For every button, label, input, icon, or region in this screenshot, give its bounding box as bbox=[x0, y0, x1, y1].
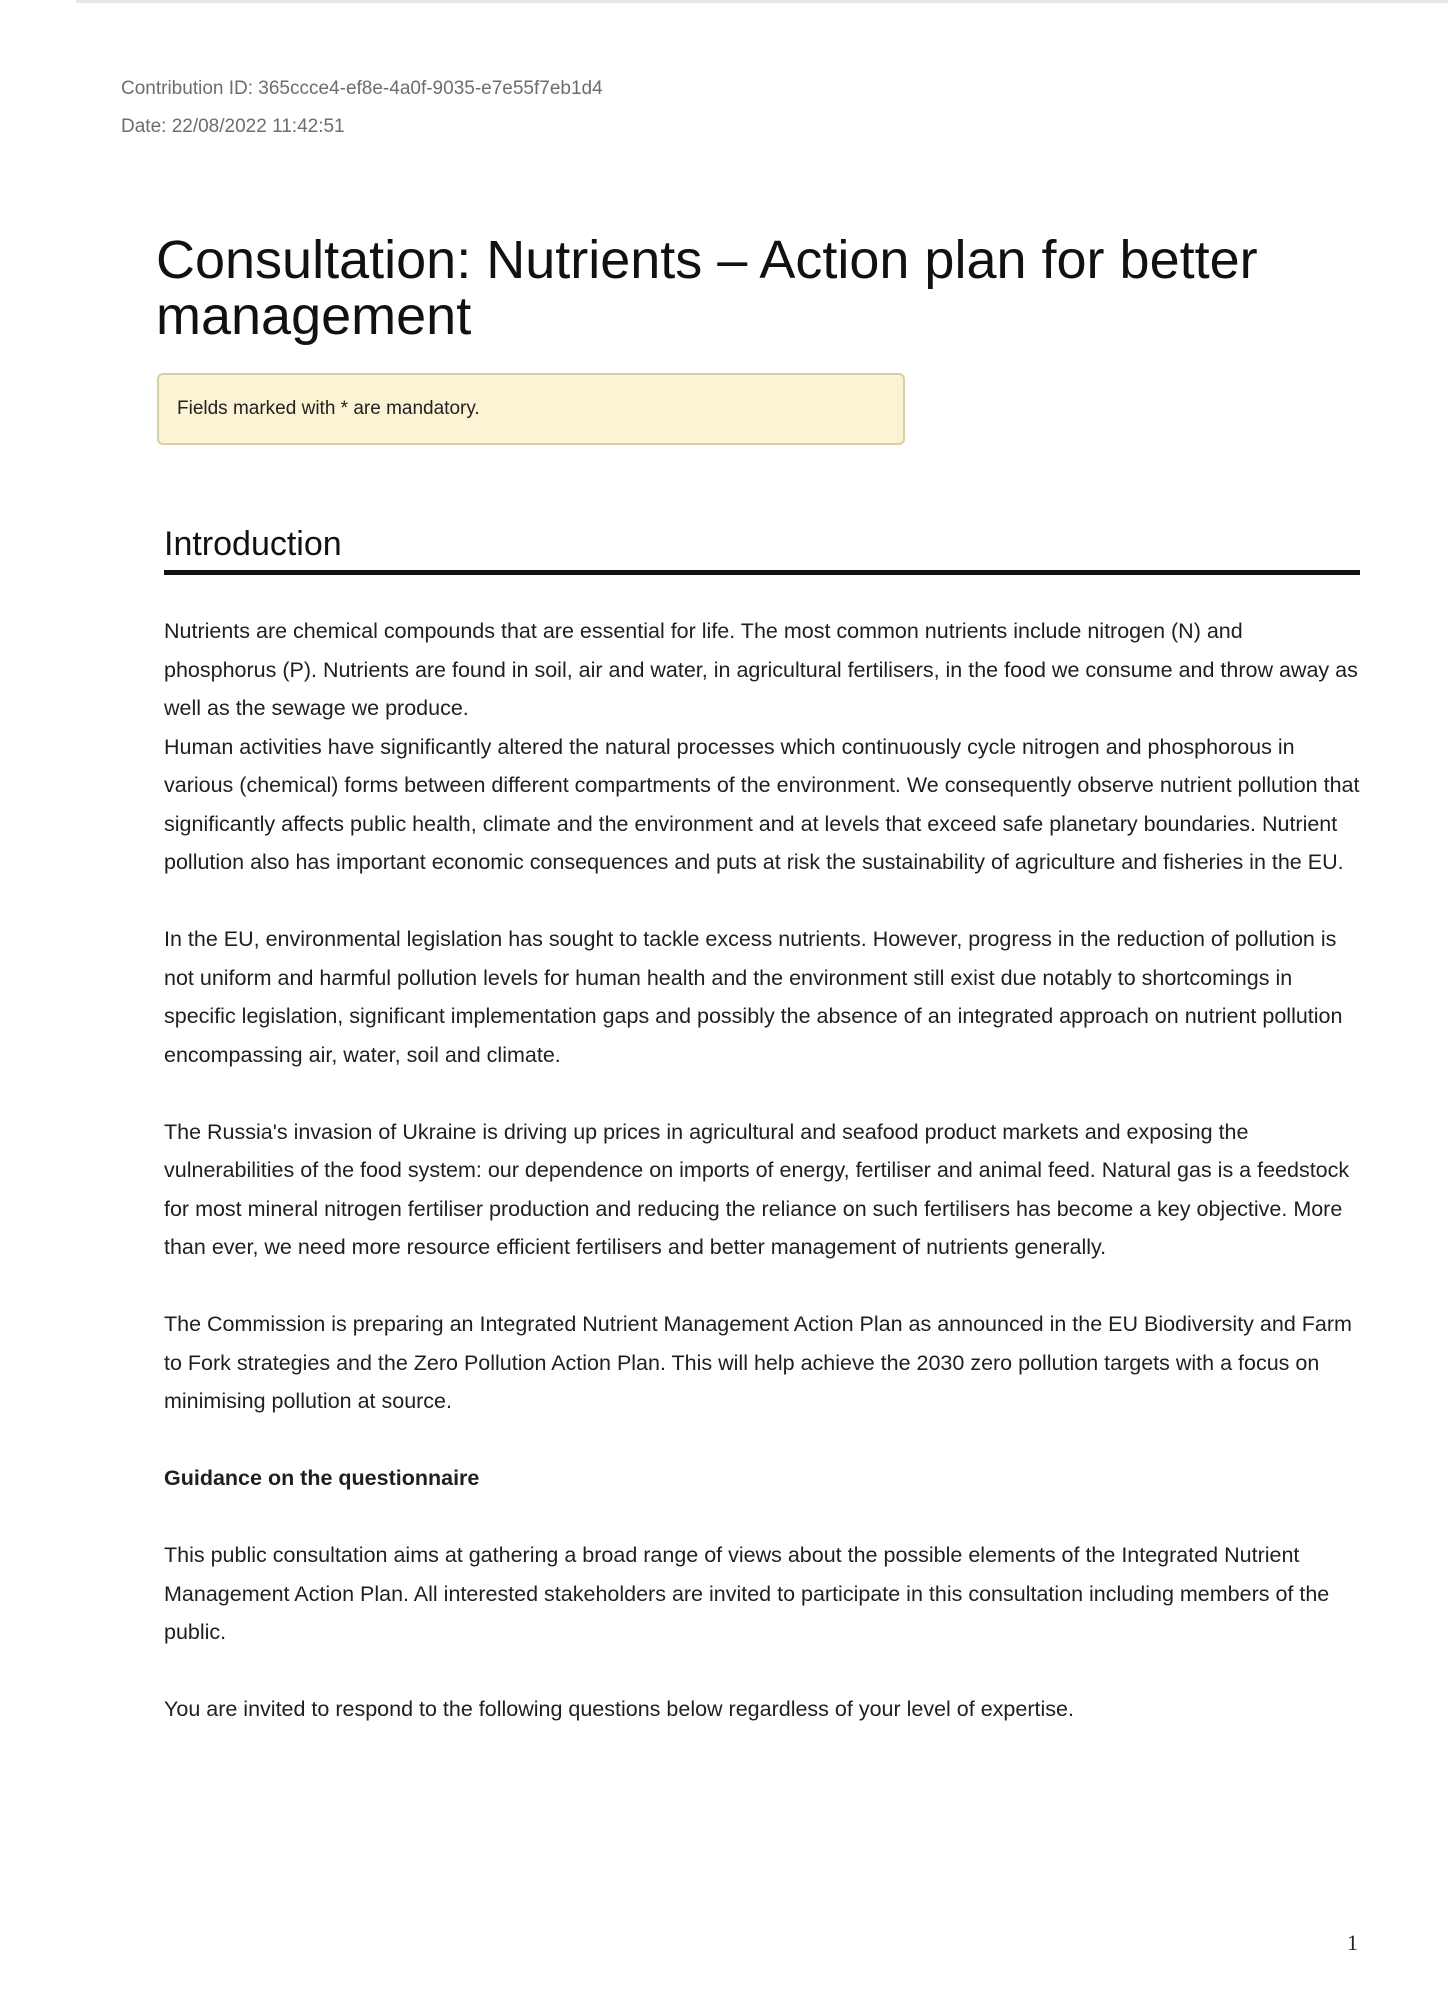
intro-paragraph-3: In the EU, environmental legislation has sought to tackle excess nutrients. However, progress in the reduction of pollution is not uniform and harmful pollution levels for human health and the environment still exist due notably to shortcomings in specific legislation, significant implementation gaps and possibly the absence of an integrated approach on nutrient pollution encompassing air, water, soil and climate. bbox=[164, 927, 1343, 1067]
paragraph-gap bbox=[164, 1652, 1360, 1691]
paragraph-gap bbox=[164, 882, 1360, 921]
mandatory-notice: Fields marked with * are mandatory. bbox=[157, 373, 905, 445]
intro-paragraph-5: The Commission is preparing an Integrated Nutrient Management Action Plan as announced in the EU Biodiversity and Farm to Fork strategies and the Zero Pollution Action Plan. This will help achieve the 2030 zero pollution targets with a focus on minimising pollution at source. bbox=[164, 1312, 1352, 1413]
paragraph-gap bbox=[164, 1421, 1360, 1460]
intro-paragraph-4: The Russia's invasion of Ukraine is driving up prices in agricultural and seafood product markets and exposing the vulnerabilities of the food system: our dependence on imports of energy, fertiliser and animal feed. Natural gas is a feedstock for most mineral nitrogen fertiliser production and reducing the reliance on such fertilisers has become a key objective. More than ever, we need more resource efficient fertilisers and better management of nutrients generally. bbox=[164, 1119, 1350, 1259]
guidance-paragraph-1: This public consultation aims at gathering a broad range of views about the possible elements of the Integrated Nutrient Management Action Plan. All interested stakeholders are invited to participate in this consultation including members of the public. bbox=[164, 1543, 1330, 1644]
contribution-date: Date: 22/08/2022 11:42:51 bbox=[121, 116, 345, 137]
contribution-id: Contribution ID: 365ccce4-ef8e-4a0f-9035-e7e55f7eb1d4 bbox=[121, 78, 603, 99]
page-number: 1 bbox=[1347, 1930, 1358, 1955]
paragraph-gap bbox=[164, 1074, 1360, 1113]
section-heading-introduction: Introduction bbox=[164, 525, 342, 563]
paragraph-gap bbox=[164, 1267, 1360, 1306]
guidance-paragraph-2: You are invited to respond to the following questions below regardless of your level of expertise. bbox=[164, 1697, 1074, 1721]
page-title: Consultation: Nutrients – Action plan for better management bbox=[156, 230, 1258, 346]
intro-paragraph-2: Human activities have significantly altered the natural processes which continuously cycle nitrogen and phosphorous in various (chemical) forms between different compartments of the environment. We consequently observe nutrient pollution that significantly affects public health, climate and the environment and at levels that exceed safe planetary boundaries. Nutrient pollution also has important economic consequences and puts at risk the sustainability of agriculture and fisheries in the EU. bbox=[164, 734, 1360, 874]
page-top-edge bbox=[76, 0, 1448, 3]
contribution-meta bbox=[121, 70, 603, 146]
paragraph-gap bbox=[164, 1498, 1360, 1537]
guidance-heading: Guidance on the questionnaire bbox=[164, 1466, 480, 1490]
introduction-body bbox=[164, 612, 1360, 1729]
section-divider bbox=[164, 570, 1360, 575]
intro-paragraph-1: Nutrients are chemical compounds that are essential for life. The most common nutrients include nitrogen (N) and phosphorus (P). Nutrients are found in soil, air and water, in agricultural fertilisers, in the food we consume and throw away as well as the sewage we produce. bbox=[164, 619, 1358, 720]
